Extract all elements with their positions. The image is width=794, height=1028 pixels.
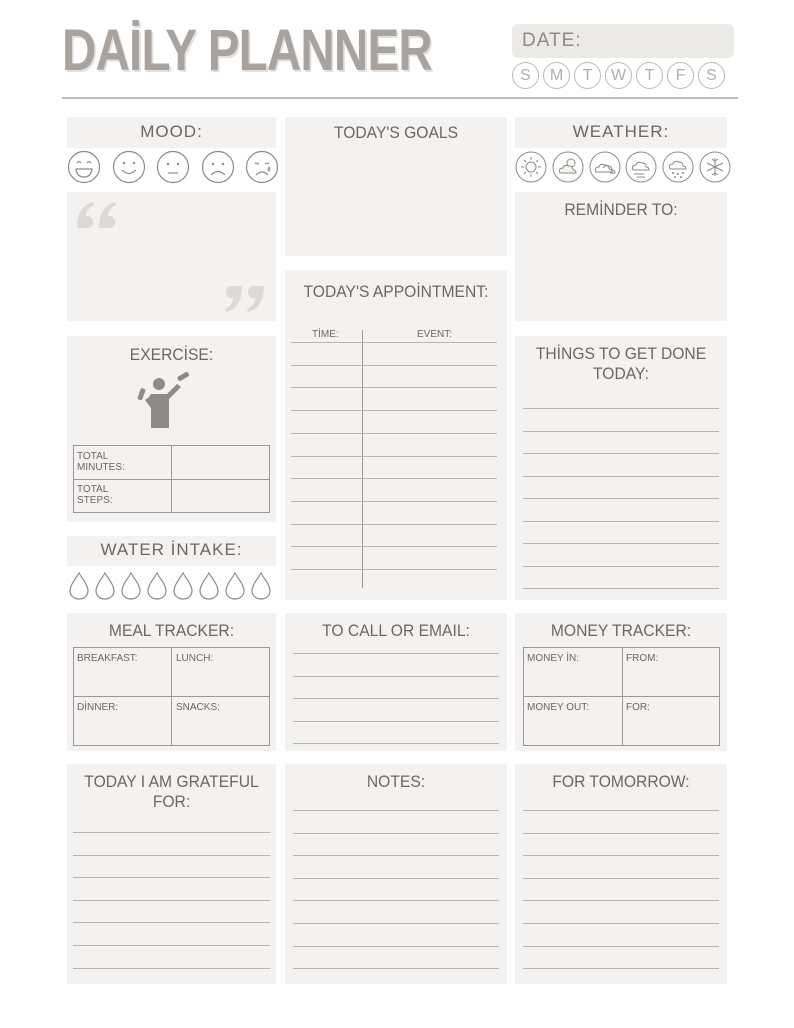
snowflake-icon[interactable]: [699, 151, 731, 183]
grateful-box: [67, 764, 276, 984]
writing-line[interactable]: [73, 900, 270, 901]
writing-line[interactable]: [73, 922, 270, 923]
goals-title: TODAY'S GOALS: [333, 123, 459, 142]
writing-line[interactable]: [291, 456, 497, 457]
writing-line[interactable]: [293, 676, 499, 677]
grateful-title: TODAY I AM GRATEFUL FOR:: [84, 772, 259, 811]
writing-line[interactable]: [73, 877, 270, 878]
writing-line[interactable]: [523, 878, 719, 879]
writing-line[interactable]: [523, 543, 719, 544]
call-box: [285, 613, 507, 751]
writing-line[interactable]: [291, 410, 497, 411]
writing-line[interactable]: [293, 968, 499, 969]
writing-line[interactable]: [293, 900, 499, 901]
writing-line[interactable]: [291, 387, 497, 388]
writing-line[interactable]: [293, 855, 499, 856]
tomorrow-title: FOR TOMORROW:: [552, 772, 690, 791]
writing-line[interactable]: [523, 810, 719, 811]
writing-line[interactable]: [523, 588, 719, 589]
money-in-label[interactable]: MONEY İN:: [527, 653, 580, 664]
writing-line[interactable]: [291, 501, 497, 502]
tomorrow-lines[interactable]: [523, 810, 719, 980]
water-drop-icon[interactable]: [147, 572, 167, 600]
day-wednesday[interactable]: W: [605, 62, 632, 89]
snacks-label[interactable]: SNACKS:: [176, 702, 220, 713]
writing-line[interactable]: [293, 946, 499, 947]
exercise-box: [67, 336, 276, 522]
writing-line[interactable]: [293, 653, 499, 654]
for-label[interactable]: FOR:: [626, 702, 650, 713]
day-monday[interactable]: M: [543, 62, 570, 89]
call-lines[interactable]: [293, 653, 499, 749]
writing-line[interactable]: [73, 855, 270, 856]
water-drop-icon[interactable]: [173, 572, 193, 600]
writing-line[interactable]: [291, 365, 497, 366]
meal-title: MEAL TRACKER:: [108, 621, 235, 640]
writing-line[interactable]: [291, 433, 497, 434]
exercise-table: [73, 445, 270, 513]
notes-box: [285, 764, 507, 984]
weekday-selector: [512, 62, 736, 89]
writing-line[interactable]: [293, 721, 499, 722]
appointment-lines[interactable]: [291, 342, 497, 592]
notes-lines[interactable]: [293, 810, 499, 980]
sad-face-icon[interactable]: [201, 150, 235, 184]
writing-line[interactable]: [523, 855, 719, 856]
writing-line[interactable]: [523, 833, 719, 834]
day-friday[interactable]: F: [667, 62, 694, 89]
page-title: DAİLY PLANNER: [62, 18, 432, 83]
mood-faces: [67, 150, 279, 184]
total-steps-field[interactable]: [173, 481, 267, 511]
dumbbell-person-icon: [133, 372, 197, 430]
mood-header-box: [67, 117, 276, 148]
water-drop-icon[interactable]: [121, 572, 141, 600]
header-divider: [62, 97, 738, 99]
total-minutes-label: TOTAL MINUTES:: [77, 451, 125, 473]
day-tuesday[interactable]: T: [574, 62, 601, 89]
things-lines[interactable]: [523, 408, 719, 598]
writing-line[interactable]: [523, 566, 719, 567]
cloudy-icon[interactable]: [589, 151, 621, 183]
appointment-title: TODAY'S APPOİNTMENT:: [303, 282, 489, 301]
writing-line[interactable]: [293, 810, 499, 811]
snow-icon[interactable]: [662, 151, 694, 183]
writing-line[interactable]: [293, 923, 499, 924]
things-box: [515, 336, 727, 600]
water-title: WATER İNTAKE:: [100, 540, 243, 559]
smiling-face-icon[interactable]: [112, 150, 146, 184]
tomorrow-box: [515, 764, 727, 984]
water-drop-icon[interactable]: [251, 572, 271, 600]
neutral-face-icon[interactable]: [156, 150, 190, 184]
from-label[interactable]: FROM:: [626, 653, 659, 664]
writing-line[interactable]: [523, 923, 719, 924]
writing-line[interactable]: [291, 342, 497, 343]
writing-line[interactable]: [523, 431, 719, 432]
notes-title: NOTES:: [366, 772, 426, 791]
writing-line[interactable]: [523, 521, 719, 522]
writing-line[interactable]: [73, 832, 270, 833]
water-drop-icon[interactable]: [225, 572, 245, 600]
date-label: DATE:: [522, 30, 582, 51]
money-box: [515, 613, 727, 751]
total-steps-label: TOTAL STEPS:: [77, 484, 113, 506]
meal-table: [73, 647, 270, 746]
writing-line[interactable]: [293, 743, 499, 744]
water-drop-icon[interactable]: [199, 572, 219, 600]
writing-line[interactable]: [523, 476, 719, 477]
close-quote-icon: [222, 280, 268, 316]
money-title: MONEY TRACKER:: [550, 621, 692, 640]
water-drop-icon[interactable]: [69, 572, 89, 600]
writing-line[interactable]: [523, 453, 719, 454]
writing-line[interactable]: [523, 498, 719, 499]
water-header-box: [67, 536, 276, 566]
event-column-header: EVENT:: [417, 329, 453, 340]
writing-line[interactable]: [523, 946, 719, 947]
call-title: TO CALL OR EMAIL:: [322, 621, 470, 640]
things-title: [523, 344, 718, 384]
day-thursday[interactable]: T: [636, 62, 663, 89]
things-title-line2: TODAY:: [593, 364, 649, 383]
water-glasses: [69, 572, 271, 600]
writing-line[interactable]: [291, 478, 497, 479]
lunch-label[interactable]: LUNCH:: [176, 653, 214, 664]
partly-cloudy-icon[interactable]: [552, 151, 584, 183]
weather-icons: [515, 151, 731, 183]
water-drop-icon[interactable]: [95, 572, 115, 600]
reminder-title: REMİNDER TO:: [564, 200, 678, 219]
writing-line[interactable]: [291, 524, 497, 525]
reminder-box[interactable]: [515, 192, 727, 321]
crying-face-icon[interactable]: [245, 150, 279, 184]
open-quote-icon: [73, 198, 119, 234]
windy-icon[interactable]: [625, 151, 657, 183]
date-field[interactable]: [512, 24, 734, 58]
exercise-title: EXERCİSE:: [129, 345, 214, 364]
day-sunday[interactable]: S: [512, 62, 539, 89]
writing-line[interactable]: [293, 698, 499, 699]
breakfast-label[interactable]: BREAKFAST:: [77, 653, 138, 664]
goals-box[interactable]: [285, 117, 507, 256]
appointment-box: [285, 270, 507, 600]
total-minutes-field[interactable]: [173, 447, 267, 478]
time-column-header: TİME:: [312, 329, 339, 340]
writing-line[interactable]: [291, 569, 497, 570]
money-table: [523, 647, 720, 746]
money-out-label[interactable]: MONEY OUT:: [527, 702, 590, 713]
things-title-line1: THİNGS TO GET DONE: [535, 344, 707, 363]
weather-title: WEATHER:: [572, 122, 670, 141]
writing-line[interactable]: [523, 408, 719, 409]
mood-title: MOOD:: [140, 122, 203, 141]
writing-line[interactable]: [523, 900, 719, 901]
writing-line[interactable]: [73, 968, 270, 969]
writing-line[interactable]: [73, 945, 270, 946]
quote-box[interactable]: [67, 192, 276, 321]
weather-header-box: [515, 117, 727, 148]
writing-line[interactable]: [293, 878, 499, 879]
laughing-face-icon[interactable]: [67, 150, 101, 184]
dinner-label[interactable]: DİNNER:: [77, 702, 119, 713]
meal-box: [67, 613, 276, 751]
writing-line[interactable]: [523, 968, 719, 969]
writing-line[interactable]: [293, 833, 499, 834]
sunny-icon[interactable]: [515, 151, 547, 183]
writing-line[interactable]: [291, 546, 497, 547]
grateful-lines[interactable]: [73, 810, 270, 980]
day-saturday[interactable]: S: [698, 62, 725, 89]
